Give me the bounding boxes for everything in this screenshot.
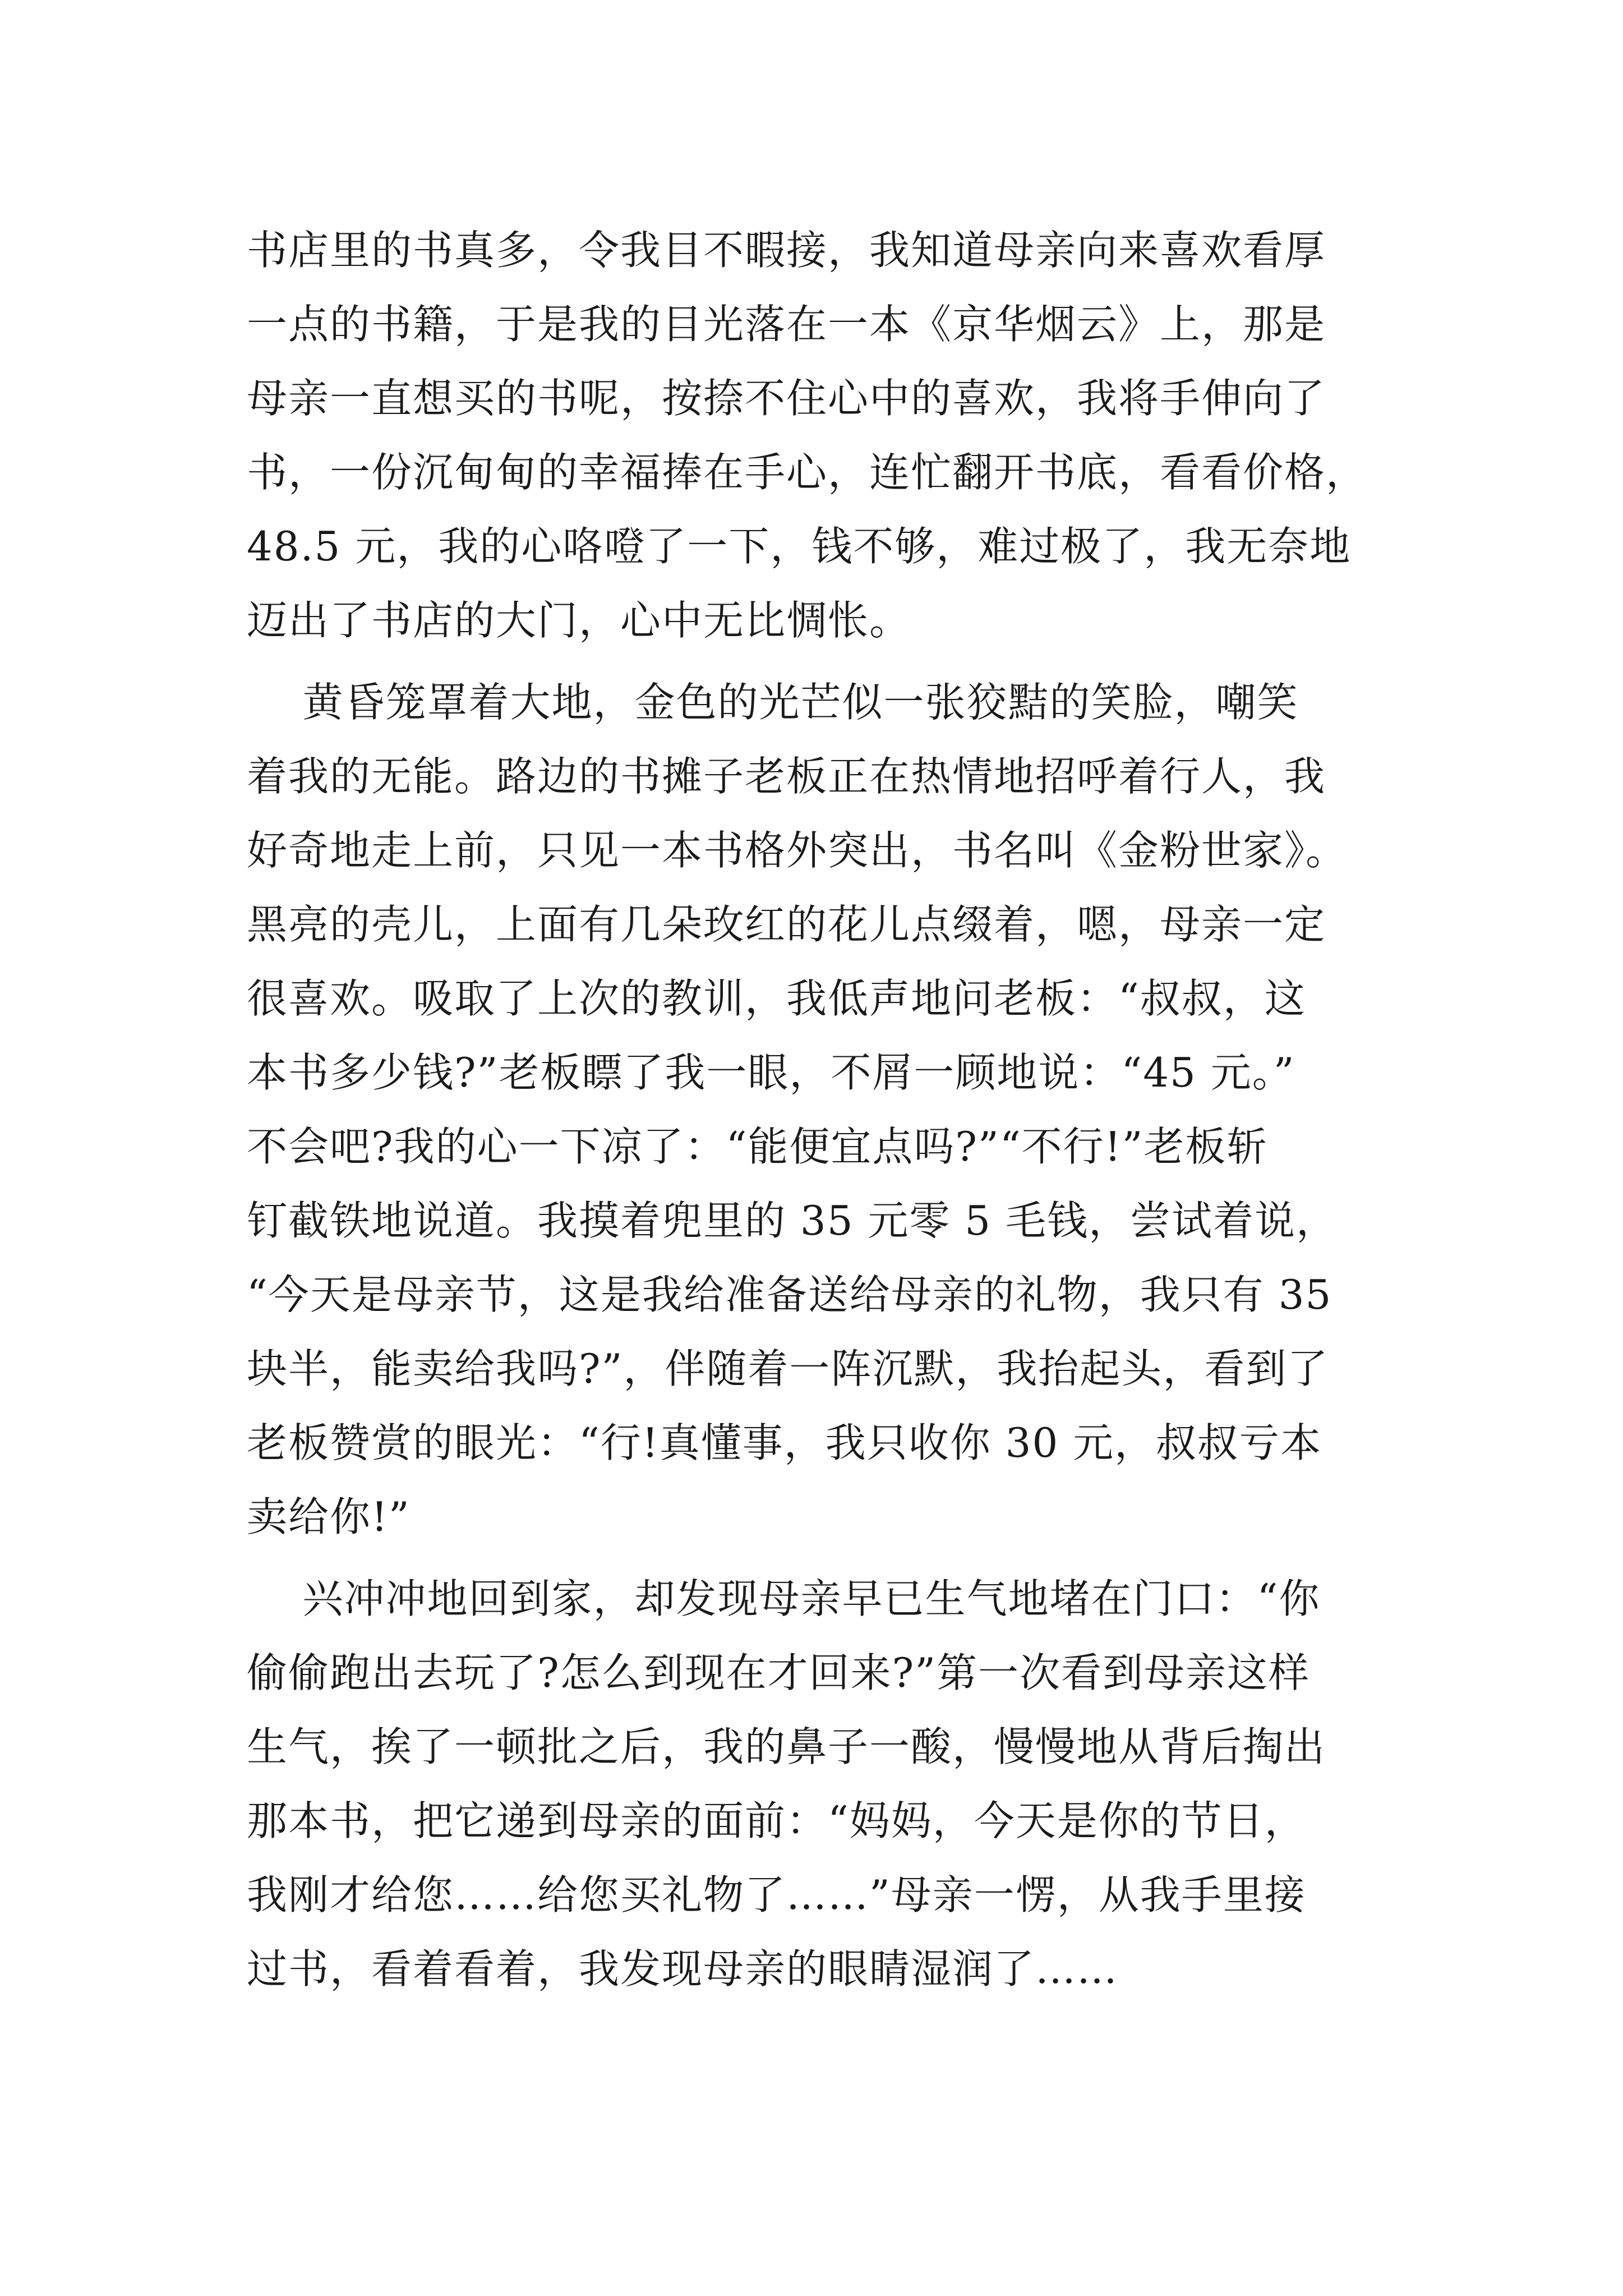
text-line: 着我的无能。路边的书摊子老板正在热情地招呼着行人，我 (247, 753, 1326, 800)
paragraph-gap (247, 1554, 1413, 1562)
text-line: 很喜欢。吸取了上次的教训，我低声地问老板：“叔叔，这 (247, 975, 1306, 1022)
text-line: 一点的书籍，于是我的目光落在一本《京华烟云》上，那是 (247, 301, 1326, 348)
text-line: 书，一份沉甸甸的幸福捧在手心，连忙翻开书底，看看价格， (247, 449, 1368, 496)
paragraph-gap (247, 657, 1413, 665)
text-line: “今天是母亲节，这是我给准备送给母亲的礼物，我只有 35 (247, 1271, 1332, 1318)
text-line: 黑亮的壳儿，上面有几朵玫红的花儿点缀着，嗯，母亲一定 (247, 901, 1326, 948)
text-line: 黄昏笼罩着大地，金色的光芒似一张狡黠的笑脸，嘲笑 (247, 679, 1299, 726)
text-line: 母亲一直想买的书呢，按捺不住心中的喜欢，我将手伸向了 (247, 375, 1326, 422)
text-line: 老板赞赏的眼光：“行!真懂事，我只收你 30 元，叔叔亏本 (247, 1419, 1322, 1466)
article-body (247, 213, 1413, 2006)
text-line: 兴冲冲地回到家，却发现母亲早已生气地堵在门口：“你 (247, 1575, 1321, 1622)
text-line: 迈出了书店的大门，心中无比惆怅。 (247, 597, 911, 644)
text-line: 卖给你!” (247, 1493, 411, 1540)
text-line: 48.5 元，我的心咯噔了一下，钱不够，难过极了，我无奈地 (247, 523, 1352, 570)
text-line: 偷偷跑出去玩了?怎么到现在才回来?”第一次看到母亲这样 (247, 1649, 1311, 1696)
text-line: 本书多少钱?”老板瞟了我一眼，不屑一顾地说：“45 元。” (247, 1049, 1295, 1096)
text-line: 钉截铁地说道。我摸着兜里的 35 元零 5 毛钱，尝试着说， (247, 1197, 1338, 1244)
text-line: 生气，挨了一顿批之后，我的鼻子一酸，慢慢地从背后掏出 (247, 1723, 1326, 1770)
text-line: 过书，看着看着，我发现母亲的眼睛湿润了…… (247, 1945, 1119, 1993)
text-line: 块半，能卖给我吗?”，伴随着一阵沉默，我抬起头，看到了 (247, 1345, 1329, 1392)
text-line: 书店里的书真多，令我目不暇接，我知道母亲向来喜欢看厚 (247, 227, 1326, 274)
text-line: 我刚才给您……给您买礼物了……”母亲一愣，从我手里接 (247, 1871, 1306, 1918)
text-line: 那本书，把它递到母亲的面前：“妈妈，今天是你的节日， (247, 1797, 1306, 1844)
text-line: 好奇地走上前，只见一本书格外突出，书名叫《金粉世家》。 (247, 827, 1348, 874)
text-line: 不会吧?我的心一下凉了：“能便宜点吗?”“不行!”老板斩 (247, 1123, 1269, 1170)
